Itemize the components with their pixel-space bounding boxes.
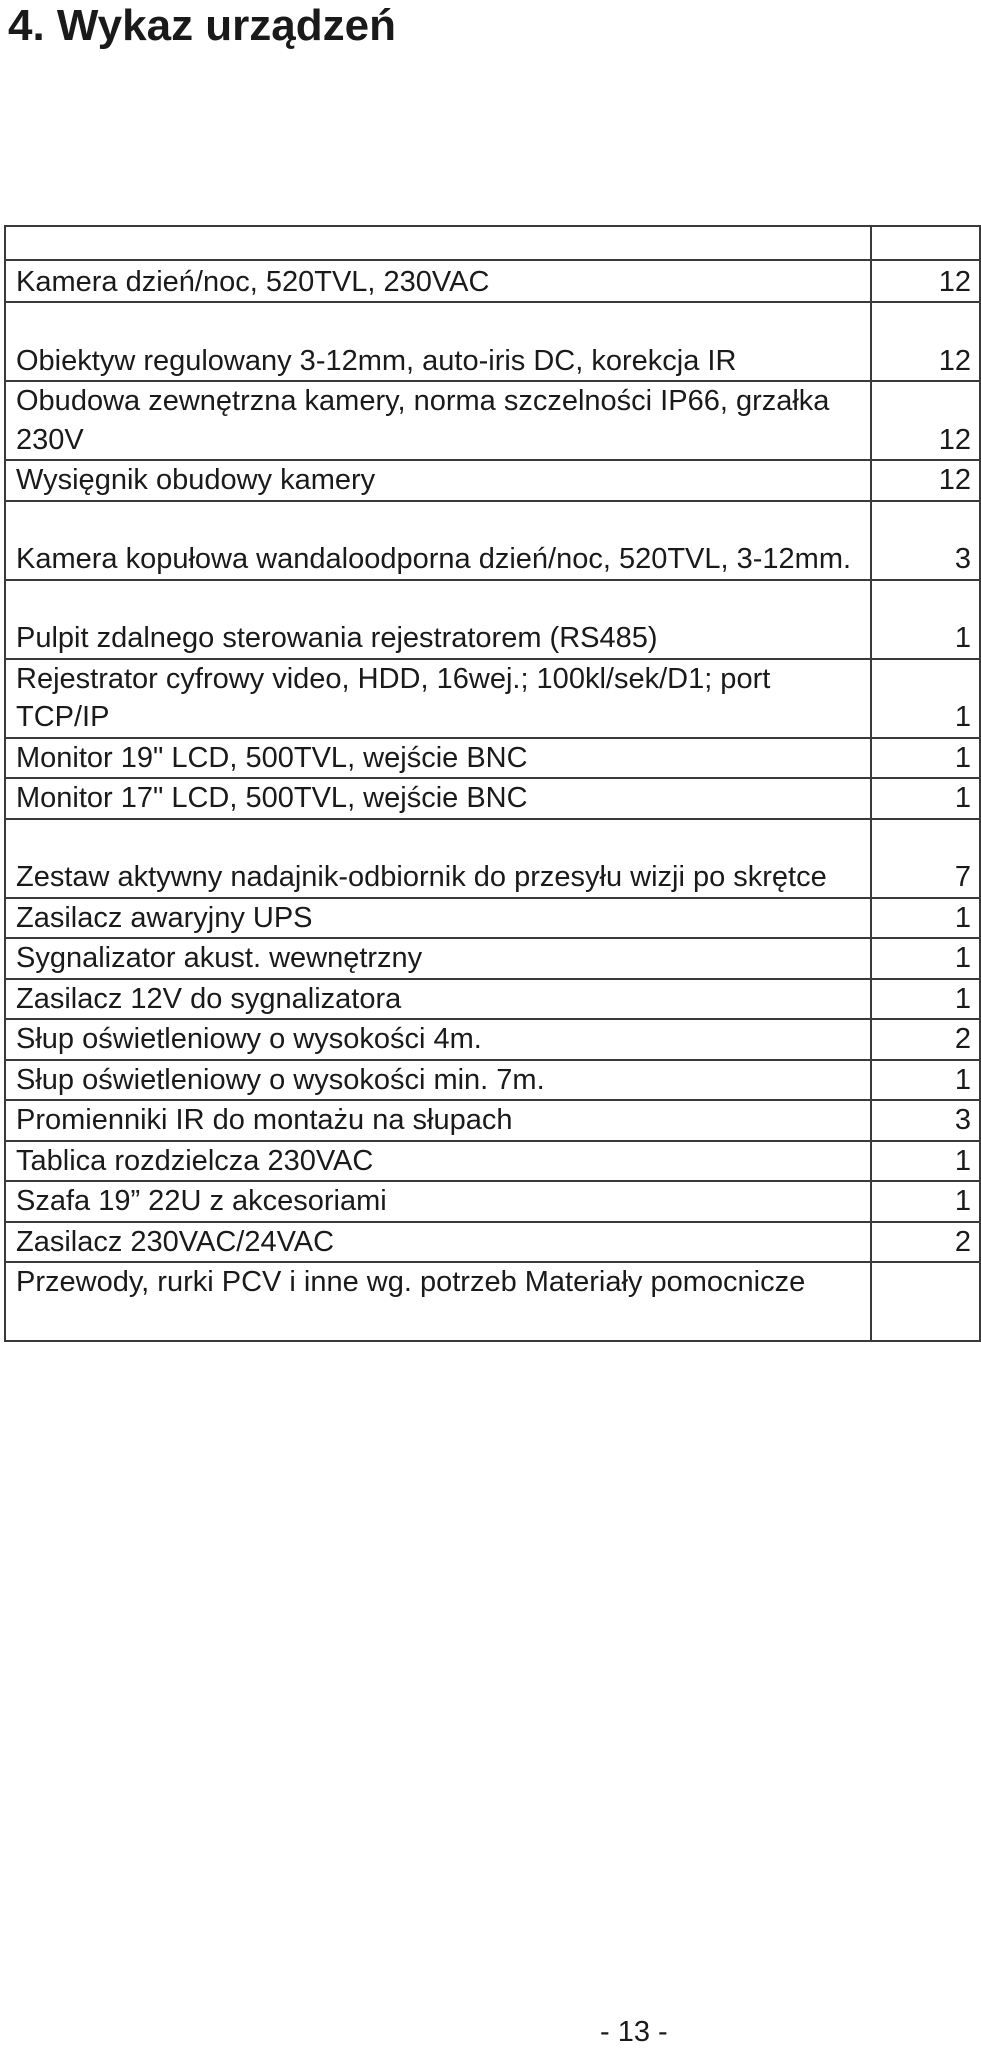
item-qty: 12 — [871, 260, 980, 302]
table-row — [5, 302, 980, 381]
table-row — [5, 938, 980, 979]
item-qty: 1 — [871, 1141, 980, 1182]
item-qty: 12 — [871, 460, 980, 501]
item-qty: 12 — [871, 302, 980, 381]
item-name: Monitor 19" LCD, 500TVL, wejście BNC — [5, 738, 871, 779]
table-row — [5, 819, 980, 898]
item-name: Rejestrator cyfrowy video, HDD, 16wej.; 100kl/sek/D1; port TCP/IP — [5, 659, 871, 738]
item-name: Wysięgnik obudowy kamery — [5, 460, 871, 501]
item-qty: 2 — [871, 1019, 980, 1060]
item-qty: 3 — [871, 1100, 980, 1141]
item-name: Przewody, rurki PCV i inne wg. potrzeb Materiały pomocnicze — [5, 1262, 871, 1341]
table-row — [5, 1181, 980, 1222]
equipment-table — [4, 225, 981, 1342]
table-row — [5, 1262, 980, 1341]
table-row — [5, 1141, 980, 1182]
item-name: Pulpit zdalnego sterowania rejestratorem (RS485) — [5, 580, 871, 659]
item-qty: 1 — [871, 738, 980, 779]
table-row — [5, 460, 980, 501]
item-name: Kamera dzień/noc, 520TVL, 230VAC — [5, 260, 871, 302]
item-qty — [871, 1262, 980, 1341]
item-name: Zestaw aktywny nadajnik-odbiornik do przesyłu wizji po skrętce — [5, 819, 871, 898]
item-qty: 1 — [871, 1181, 980, 1222]
item-qty: 2 — [871, 1222, 980, 1263]
header-name-cell — [5, 226, 871, 260]
item-qty: 1 — [871, 979, 980, 1020]
table-row — [5, 1100, 980, 1141]
item-qty: 1 — [871, 898, 980, 939]
table-row — [5, 1019, 980, 1060]
item-name: Promienniki IR do montażu na słupach — [5, 1100, 871, 1141]
table-row — [5, 381, 980, 460]
item-name: Tablica rozdzielcza 230VAC — [5, 1141, 871, 1182]
header-qty-cell — [871, 226, 980, 260]
item-name: Zasilacz awaryjny UPS — [5, 898, 871, 939]
item-name: Kamera kopułowa wandaloodporna dzień/noc, 520TVL, 3-12mm. — [5, 501, 871, 580]
item-name: Słup oświetleniowy o wysokości min. 7m. — [5, 1060, 871, 1101]
item-name: Szafa 19” 22U z akcesoriami — [5, 1181, 871, 1222]
item-name: Sygnalizator akust. wewnętrzny — [5, 938, 871, 979]
table-row — [5, 580, 980, 659]
item-name: Monitor 17" LCD, 500TVL, wejście BNC — [5, 778, 871, 819]
item-qty: 12 — [871, 381, 980, 460]
item-name: Obudowa zewnętrzna kamery, norma szczelności IP66, grzałka 230V — [5, 381, 871, 460]
table-header-row — [5, 226, 980, 260]
item-qty: 1 — [871, 938, 980, 979]
table-row — [5, 778, 980, 819]
table-row — [5, 738, 980, 779]
item-qty: 3 — [871, 501, 980, 580]
item-name: Słup oświetleniowy o wysokości 4m. — [5, 1019, 871, 1060]
page-title: 4. Wykaz urządzeń — [8, 1, 396, 50]
table-row — [5, 1060, 980, 1101]
table-row — [5, 659, 980, 738]
item-qty: 1 — [871, 778, 980, 819]
item-qty: 1 — [871, 1060, 980, 1101]
table-row — [5, 1222, 980, 1263]
item-qty: 1 — [871, 580, 980, 659]
table-row — [5, 979, 980, 1020]
item-name: Zasilacz 12V do sygnalizatora — [5, 979, 871, 1020]
item-qty: 7 — [871, 819, 980, 898]
item-qty: 1 — [871, 659, 980, 738]
table-row — [5, 898, 980, 939]
item-name: Zasilacz 230VAC/24VAC — [5, 1222, 871, 1263]
page-number: - 13 - — [600, 2016, 668, 2048]
table-row — [5, 501, 980, 580]
table-row — [5, 260, 980, 302]
item-name: Obiektyw regulowany 3-12mm, auto-iris DC, korekcja IR — [5, 302, 871, 381]
